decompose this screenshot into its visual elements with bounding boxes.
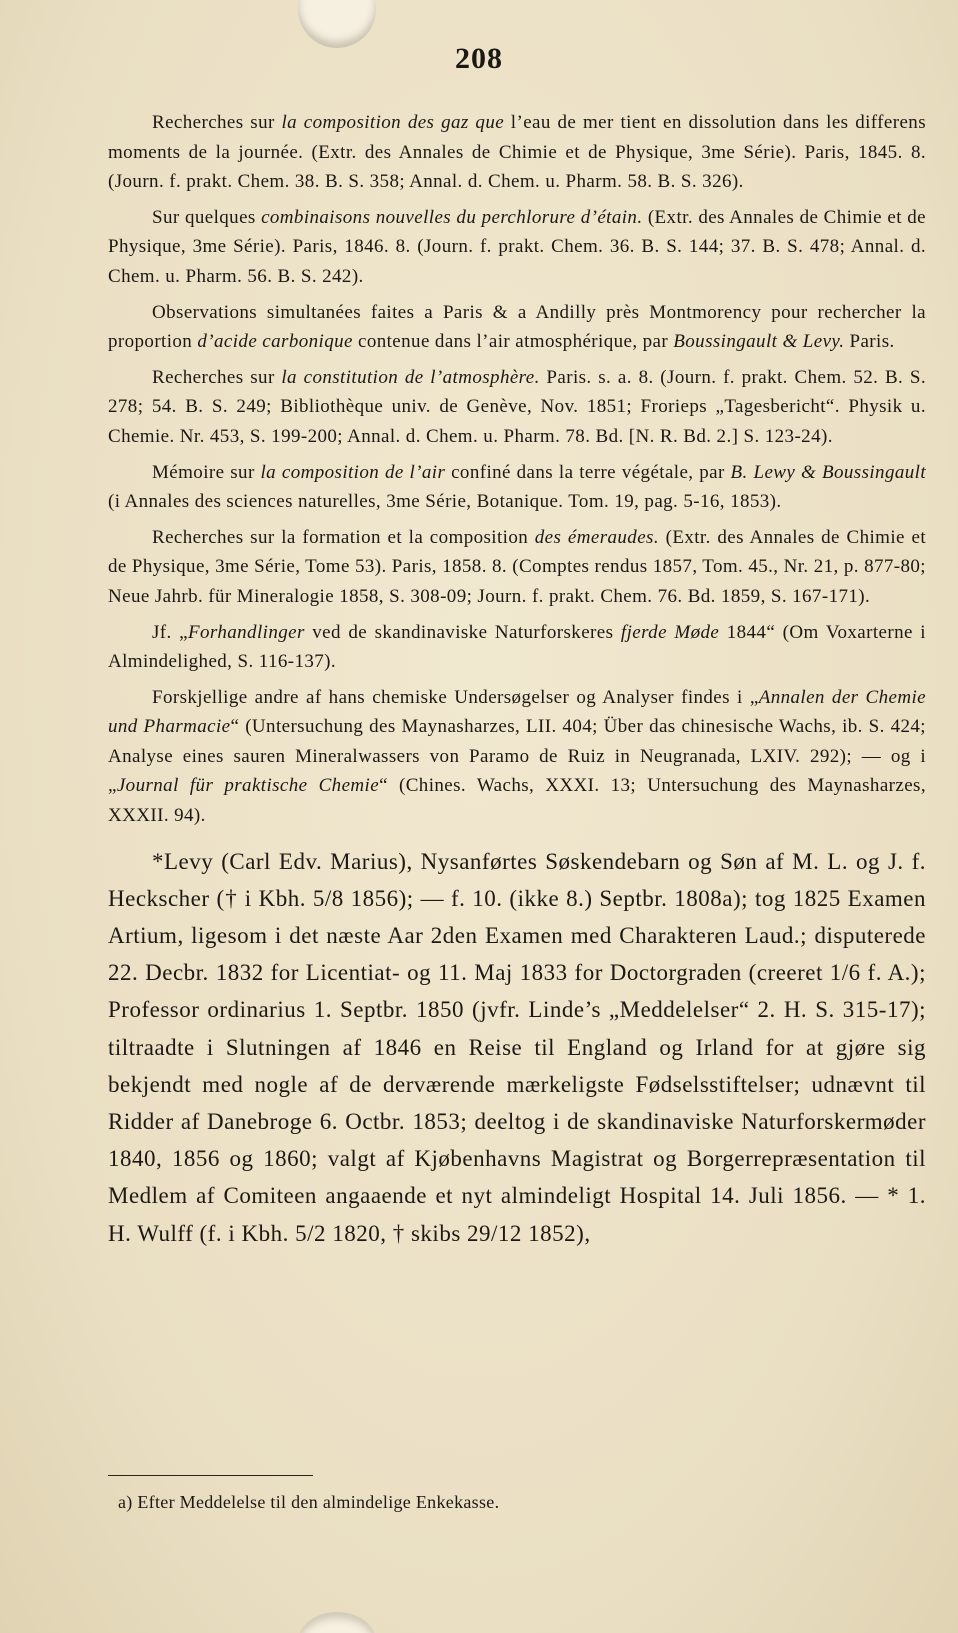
bibliography-entry	[108, 523, 926, 612]
entry-author-italic: B. Lewy & Boussingault	[730, 461, 926, 483]
entry-text: (Extr. des Annales de Chimie et de Physique, 3me Série, Tome 53). Paris, 1858. 8. (Comptes rendus 1857, Tom. 45., Nr. 21, p. 877-80; Neue Jahrb. für Mineralogie 1858, S. 308-09; Journ. f. prakt. Chem. 76. Bd. 1859, S. 167-171).	[108, 526, 926, 607]
entry-text: “ (Untersuchung des Maynasharzes, LII. 404; Über das chinesische Wachs, ib. S. 424; Analyse eines sauren Mineralwassers von Paramo de Ruiz in Neugranada, LXIV. 292); — og i „	[108, 716, 926, 797]
entry-title-italic: la composition des gaz que	[281, 112, 505, 133]
entry-title-italic: Journal für praktische Chemie	[116, 775, 380, 797]
biography-paragraph: *Levy (Carl Edv. Marius), Nysanførtes Søskendebarn og Søn af M. L. og J. f. Heckscher († i Kbh. 5/8 1856); — f. 10. (ikke 8.) Septbr. 1808a); tog 1825 Examen Artium, ligesom i det næste Aar 2den Examen med Charakteren Laud.; disputerede 22. Decbr. 1832 for Licentiat- og 11. Maj 1833 for Doctorgraden (creeret 1/6 f. A.); Professor ordinarius 1. Septbr. 1850 (jvfr. Linde’s „Meddelelser“ 2. H. S. 315-17); tiltraadte i Slutningen af 1846 en Reise til England og Irland for at gjøre sig bekjendt med nogle af de derværende mærkeligste Fødselsstiftelser; udnævnt til Ridder af Danebroge 6. Octbr. 1853; deeltog i de skandinaviske Naturforskermøder 1840, 1856 og 1860; valgt af Kjøbenhavns Magistrat og Borgerrepræsentation til Medlem af Comiteen angaaende et nyt almindeligt Hospital 14. Juli 1856. — * 1. H. Wulff (f. i Kbh. 5/2 1820, † skibs 29/12 1852),	[108, 848, 926, 1246]
entry-text: Sur quelques	[152, 206, 262, 228]
entry-title-italic: fjerde Møde	[620, 621, 720, 643]
entry-text: Recherches sur	[152, 366, 282, 388]
entry-text: Recherches sur	[152, 112, 282, 133]
bibliography-entry	[108, 683, 926, 831]
entry-text: Forskjellige andre af hans chemiske Undersøgelser og Analyser findes i „	[152, 686, 759, 708]
entry-text: l’eau de mer tient en dissolution dans les differens moments de la journée. (Extr. des Annales de Chimie et de Physique, 3me Série). Paris, 1845. 8. (Journ. f. prakt. Chem. 38. B. S. 358; Annal. d. Chem. u. Pharm. 58. B. S. 326).	[108, 112, 926, 193]
entry-text: confiné dans la terre végétale, par	[445, 461, 731, 483]
entry-title-italic: la constitution de l’atmosphère.	[281, 366, 540, 388]
punch-hole-top	[298, 0, 376, 48]
bibliography-entry	[108, 108, 926, 197]
bibliography-entry	[108, 458, 926, 517]
entry-text: (i Annales des sciences naturelles, 3me Série, Botanique. Tom. 19, pag. 5-16, 1853).	[108, 491, 782, 513]
entry-text: ved de skandinaviske Naturforskeres	[304, 621, 621, 643]
bibliography-entry	[108, 618, 926, 677]
entry-title-italic: d’acide carbonique	[197, 331, 353, 353]
punch-hole-bottom	[298, 1612, 376, 1633]
entry-text: contenue dans l’air atmosphérique, par	[352, 331, 669, 353]
bibliography-entry	[108, 298, 926, 357]
entry-text: Paris.	[844, 331, 895, 353]
entry-title-italic: Annalen der Chemie und Pharmacie	[108, 686, 927, 738]
entry-title-italic: Forhandlinger	[188, 621, 305, 643]
footnote: a) Efter Meddelelse til den almindelige Enkekasse.	[118, 1492, 500, 1512]
page-number: 208	[455, 42, 503, 75]
entry-title-italic: la composition de l’air	[260, 461, 446, 483]
entry-text: Paris. s. a. 8. (Journ. f. prakt. Chem. 52. B. S. 278; 54. B. S. 249; Bibliothèque univ. de Genève, Nov. 1851; Frorieps „Tagesbericht“. Physik u. Chemie. Nr. 453, S. 199-200; Annal. d. Chem. u. Pharm. 78. Bd. [N. R. Bd. 2.] S. 123-24).	[108, 366, 926, 447]
footnote-rule	[108, 1475, 313, 1476]
entry-text: Observations simultanées faites a Paris & a Andilly près Montmorency pour rechercher la proportion	[108, 301, 926, 353]
main-text	[108, 108, 926, 1252]
entry-text: “ (Chines. Wachs, XXXI. 13; Untersuchung des Maynasharzes, XXXII. 94).	[108, 775, 926, 827]
bibliography-entry	[108, 203, 926, 292]
entry-text: Mémoire sur	[152, 461, 261, 483]
entry-text: (Extr. des Annales de Chimie et de Physique, 3me Série). Paris, 1846. 8. (Journ. f. prakt. Chem. 36. B. S. 144; 37. B. S. 478; Annal. d. Chem. u. Pharm. 56. B. S. 242).	[108, 206, 926, 287]
entry-text: Recherches sur la formation et la composition	[152, 526, 535, 548]
entry-title-italic: combinaisons nouvelles du perchlorure d’étain.	[261, 206, 643, 228]
entry-text: 1844“ (Om Voxarterne i Almindelighed, S. 116-137).	[108, 621, 926, 673]
bibliography-entry	[108, 363, 926, 452]
entry-title-italic: des émeraudes.	[534, 526, 659, 548]
entry-text: Jf. „	[152, 621, 188, 643]
entry-author-italic: Boussingault & Levy.	[673, 331, 845, 353]
